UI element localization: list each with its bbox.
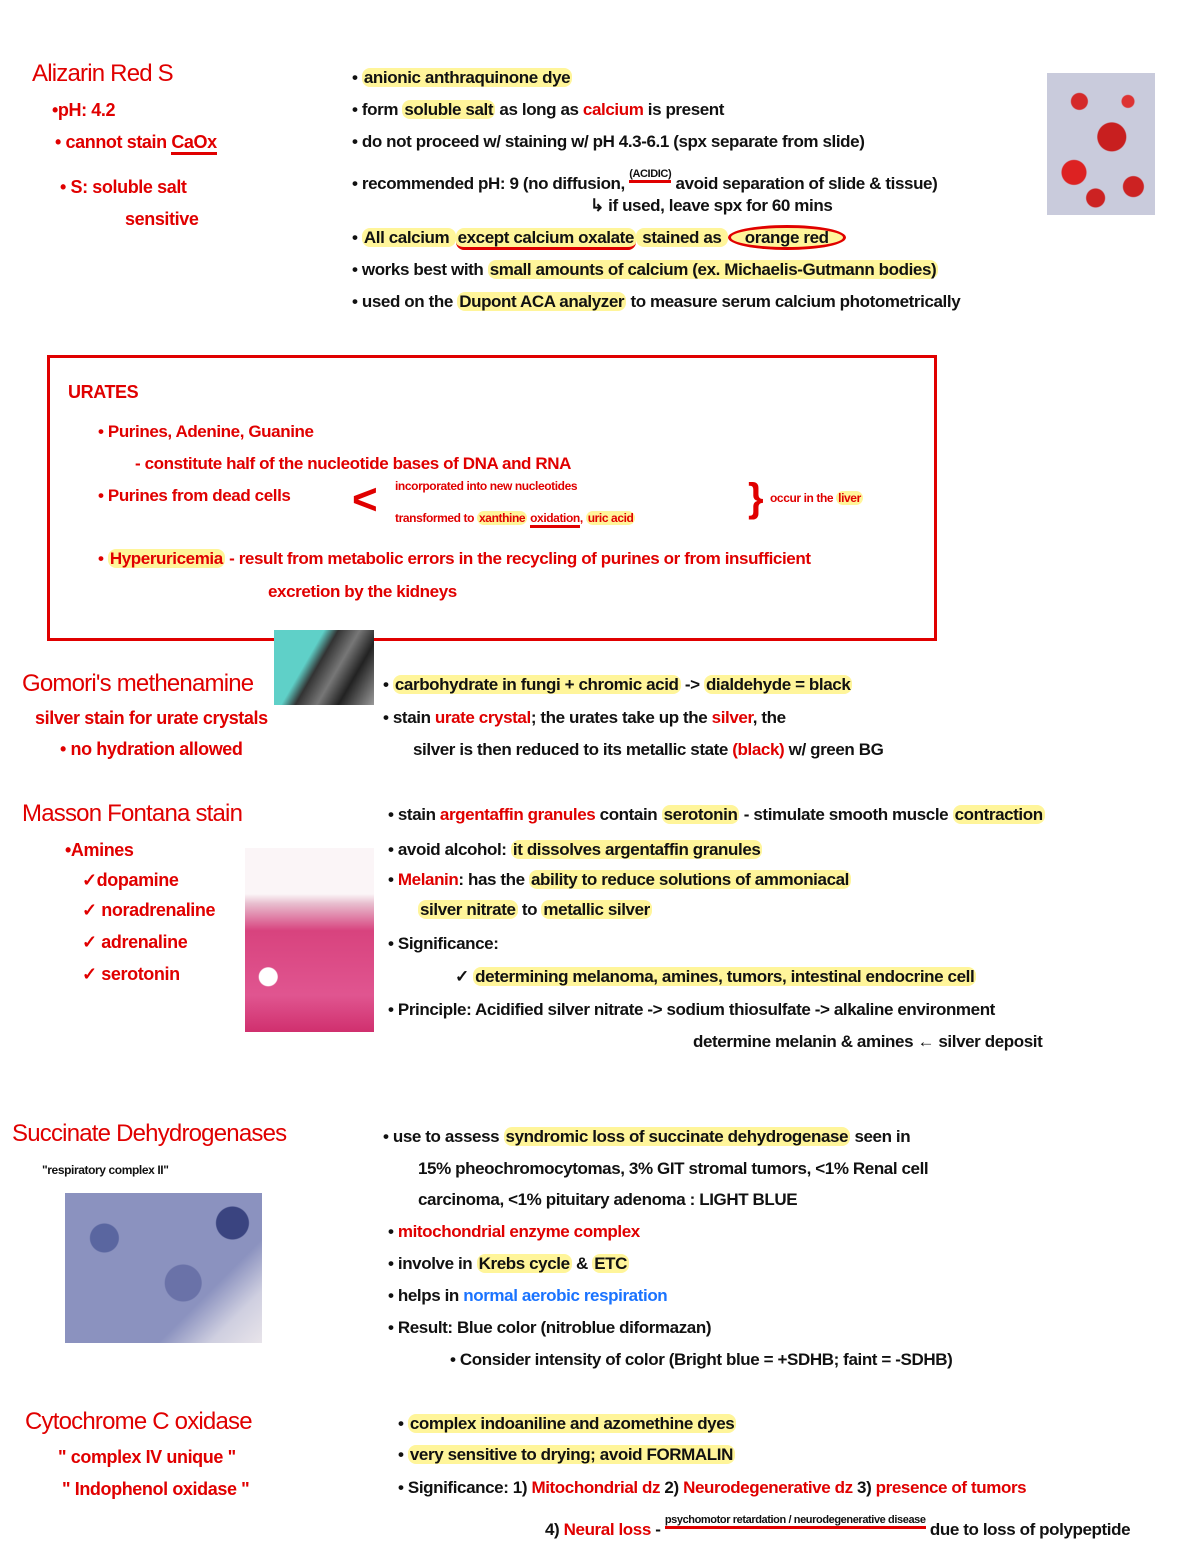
note-text: argentaffin granules (439, 805, 596, 824)
note-text: • Consider intensity of color (Bright blue = +SDHB; faint = -SDHB) (450, 1350, 953, 1369)
note-text: " complex IV unique " (58, 1447, 236, 1467)
note-gm-2 (383, 706, 786, 730)
note-text: avoid separation of slide & tissue) (671, 174, 938, 193)
note-ur-4 (98, 547, 811, 571)
note-text: • Significance: 1) (398, 1478, 532, 1497)
note-ar-3 (352, 130, 864, 154)
masson-fontana-micrograph (245, 848, 374, 1032)
note-mf-2 (388, 838, 762, 862)
note-ar-ph (52, 98, 115, 122)
note-text: Neurodegenerative dz (683, 1478, 853, 1497)
highlighted-text: Hyperuricemia (109, 549, 223, 568)
note-sd-title (12, 1122, 286, 1146)
note-text: ✓ (455, 967, 474, 986)
note-gm-title (22, 672, 253, 696)
note-text: to measure serum calcium photometrically (626, 292, 961, 311)
note-text: transformed to (395, 511, 478, 525)
note-ar-2 (352, 98, 724, 122)
note-text: Masson Fontana stain (22, 800, 243, 827)
note-mf-a1 (82, 868, 179, 892)
note-text: URATES (68, 382, 139, 402)
note-text: • do not proceed w/ staining w/ pH 4.3-6.1 (spx separate from slide) (352, 132, 865, 151)
note-mf-4 (418, 898, 652, 922)
note-text: excretion by the kidneys (268, 582, 457, 601)
note-co-1 (398, 1412, 736, 1436)
note-ar-cannot (55, 130, 217, 154)
note-text: • Result: Blue color (nitroblue diformazan) (388, 1318, 712, 1337)
note-text: • used on the (352, 292, 458, 311)
note-text: w/ green BG (784, 740, 884, 759)
note-gm-1 (383, 673, 852, 697)
note-sd-8 (450, 1348, 952, 1372)
note-text: incorporated into new nucleotides (395, 479, 578, 493)
highlighted-text: soluble salt (404, 100, 494, 119)
note-gm-title2 (35, 706, 268, 730)
note-text: • S: soluble salt (60, 177, 187, 197)
note-text: mitochondrial enzyme complex (397, 1222, 640, 1241)
note-text: Melanin (397, 870, 459, 889)
note-text: • (398, 1414, 408, 1433)
note-text: • Significance: (388, 934, 499, 953)
note-co-sub2 (62, 1477, 249, 1501)
highlighted-text: ability to reduce solutions of ammoniacal (531, 870, 849, 889)
note-text: determine melanin & amines ← silver deposit (693, 1032, 1043, 1051)
note-text: Mitochondrial dz (531, 1478, 661, 1497)
note-ar-4 (352, 162, 937, 196)
note-text: • cannot stain (55, 132, 172, 152)
note-text: ↳ if used, leave spx for 60 mins (590, 196, 833, 215)
note-mf-8 (693, 1030, 1042, 1054)
note-text: Cytochrome C oxidase (25, 1408, 252, 1435)
note-sd-6 (388, 1284, 667, 1308)
note-mf-7 (388, 998, 995, 1022)
note-text: calcium (582, 100, 644, 119)
right-brace-icon: } (748, 476, 764, 520)
note-text: • (383, 675, 393, 694)
note-text: • (352, 68, 362, 87)
note-text: • Purines, Adenine, Guanine (98, 422, 314, 441)
note-co-2 (398, 1443, 735, 1467)
highlighted-text: dialdehyde = black (705, 675, 851, 694)
note-sd-7 (388, 1316, 711, 1340)
note-text: Gomori's methenamine (22, 670, 254, 697)
note-text: • Principle: Acidified silver nitrate -> sodium thiosulfate -> alkaline environment (388, 1000, 995, 1019)
highlighted-text: complex indoaniline and azomethine dyes (409, 1414, 735, 1433)
note-text: due to loss of polypeptide (925, 1520, 1131, 1539)
note-text: seen in (850, 1127, 911, 1146)
note-mf-5 (388, 932, 498, 956)
note-text: • helps in (388, 1286, 464, 1305)
highlighted-text: anionic anthraquinone dye (363, 68, 571, 87)
note-ur-5 (268, 580, 457, 604)
note-ur-1 (98, 420, 314, 444)
note-text: presence of tumors (875, 1478, 1027, 1497)
note-text: ✓dopamine (82, 870, 179, 890)
note-text: to (517, 900, 542, 919)
note-text: : has the (458, 870, 529, 889)
note-sd-5 (388, 1252, 629, 1276)
note-text: ✓ serotonin (82, 964, 180, 984)
note-text: • avoid alcohol: (388, 840, 511, 859)
note-ur-3 (98, 484, 290, 508)
note-co-title (25, 1410, 252, 1434)
note-text: silver (711, 708, 753, 727)
note-text: • (98, 549, 108, 568)
note-text: contain (595, 805, 662, 824)
note-text: • involve in (388, 1254, 477, 1273)
note-co-4 (545, 1508, 1130, 1542)
note-text: " Indophenol oxidase " (62, 1479, 250, 1499)
note-text: • Purines from dead cells (98, 486, 291, 505)
note-ur-3a (395, 474, 577, 498)
note-ur-2 (135, 452, 571, 476)
note-ur-3b (395, 506, 635, 530)
note-text: & (571, 1254, 593, 1273)
note-text: carcinoma, <1% pituitary adenoma : LIGHT BLUE (418, 1190, 798, 1209)
sdh-stain-micrograph (65, 1193, 262, 1343)
note-text: occur in the (770, 491, 837, 505)
note-text: • (388, 870, 398, 889)
note-text: ✓ adrenaline (82, 932, 188, 952)
note-text: oxidation (530, 511, 580, 528)
note-ar-5 (590, 194, 832, 218)
note-text: , the (752, 708, 786, 727)
note-text: • works best with (352, 260, 488, 279)
note-sd-3 (418, 1188, 797, 1212)
note-gm-3 (413, 738, 883, 762)
note-text: ✓ noradrenaline (82, 900, 216, 920)
note-ar-s (60, 175, 187, 199)
note-ar-1 (352, 66, 572, 90)
note-mf-a4 (82, 962, 180, 986)
circled-text: orange red (728, 225, 846, 250)
note-text: as long as (495, 100, 583, 119)
note-mf-1 (388, 803, 1045, 827)
note-text: • (388, 1222, 398, 1241)
note-text: -> (680, 675, 704, 694)
highlighted-text: liver (838, 491, 861, 505)
note-text: is present (643, 100, 725, 119)
note-text: sensitive (125, 209, 199, 229)
note-text: • form (352, 100, 403, 119)
alizarin-red-stain-micrograph (1047, 73, 1155, 215)
note-ar-title (32, 62, 173, 86)
note-text: • (398, 1445, 408, 1464)
note-text: (black) (732, 740, 785, 759)
note-sd-1 (383, 1125, 910, 1149)
highlighted-text: xanthine (479, 511, 526, 525)
note-text: normal aerobic respiration (463, 1286, 668, 1305)
note-ar-7 (352, 258, 938, 282)
note-co-sub1 (58, 1445, 236, 1469)
note-mf-amines (65, 838, 134, 862)
branch-bracket-icon: < (352, 475, 378, 524)
note-text: • stain (388, 805, 440, 824)
highlighted-text: uric acid (587, 511, 634, 525)
note-text: silver stain for urate crystals (35, 708, 268, 728)
note-text: (ACIDIC) (629, 168, 671, 183)
highlighted-text: All calcium (363, 228, 454, 247)
highlighted-text: metallic silver (543, 900, 650, 919)
note-text: 15% pheochromocytomas, 3% GIT stromal tumors, <1% Renal cell (418, 1159, 929, 1178)
note-text: •Amines (65, 840, 134, 860)
note-text: , (579, 511, 586, 525)
note-text: "respiratory complex II" (42, 1163, 169, 1177)
note-text: 3) (852, 1478, 876, 1497)
note-text: - stimulate smooth muscle (739, 805, 953, 824)
note-ur-title (68, 380, 138, 404)
note-text: •pH: 4.2 (52, 100, 116, 120)
note-ar-s2 (125, 207, 198, 231)
note-mf-6 (455, 965, 976, 989)
note-text: Alizarin Red S (32, 60, 173, 87)
gomori-stain-micrograph (274, 630, 374, 705)
note-ar-6 (352, 226, 846, 250)
note-text: Succinate Dehydrogenases (12, 1120, 287, 1147)
highlighted-text: except calcium oxalate (456, 228, 636, 250)
highlighted-text: small amounts of calcium (ex. Michaelis-Gutmann bodies) (489, 260, 937, 279)
note-gm-sub (60, 737, 243, 761)
note-text: psychomotor retardation / neurodegenerative disease (665, 1514, 926, 1529)
note-text: CaOx (171, 132, 216, 155)
note-text: • (352, 228, 362, 247)
highlighted-text: Krebs cycle (478, 1254, 570, 1273)
note-text: 2) (660, 1478, 684, 1497)
note-sd-2 (418, 1157, 928, 1181)
note-text: Neural loss (563, 1520, 651, 1539)
highlighted-text: very sensitive to drying; avoid FORMALIN (409, 1445, 733, 1464)
highlighted-text: stained as (637, 228, 726, 247)
highlighted-text: serotonin (663, 805, 738, 824)
highlighted-text: it dissolves argentaffin granules (512, 840, 761, 859)
note-ur-3c (770, 486, 863, 510)
note-text: • use to assess (383, 1127, 504, 1146)
note-co-3 (398, 1476, 1026, 1500)
highlighted-text: Dupont ACA analyzer (459, 292, 625, 311)
note-text: ; the urates take up the (530, 708, 712, 727)
note-text: • recommended pH: 9 (no diffusion, (352, 174, 630, 193)
note-mf-a3 (82, 930, 187, 954)
note-text: - (650, 1520, 665, 1539)
highlighted-text: silver nitrate (420, 900, 516, 919)
note-mf-a2 (82, 898, 215, 922)
note-sd-sub (42, 1158, 169, 1182)
note-text: • stain (383, 708, 435, 727)
note-text: 4) (545, 1520, 564, 1539)
highlighted-text: syndromic loss of succinate dehydrogenase (505, 1127, 849, 1146)
note-text: silver is then reduced to its metallic state (413, 740, 733, 759)
note-text: - result from metabolic errors in the recycling of purines or from insufficient (224, 549, 811, 568)
note-text: - constitute half of the nucleotide bases of DNA and RNA (135, 454, 571, 473)
highlighted-text: determining melanoma, amines, tumors, intestinal endocrine cell (475, 967, 975, 986)
note-text: • no hydration allowed (60, 739, 243, 759)
note-sd-4 (388, 1220, 640, 1244)
note-ar-8 (352, 290, 960, 314)
note-mf-title (22, 802, 242, 826)
highlighted-text: contraction (954, 805, 1043, 824)
note-mf-3 (388, 868, 851, 892)
note-text: urate crystal (434, 708, 531, 727)
highlighted-text: ETC (594, 1254, 628, 1273)
highlighted-text: carbohydrate in fungi + chromic acid (394, 675, 679, 694)
